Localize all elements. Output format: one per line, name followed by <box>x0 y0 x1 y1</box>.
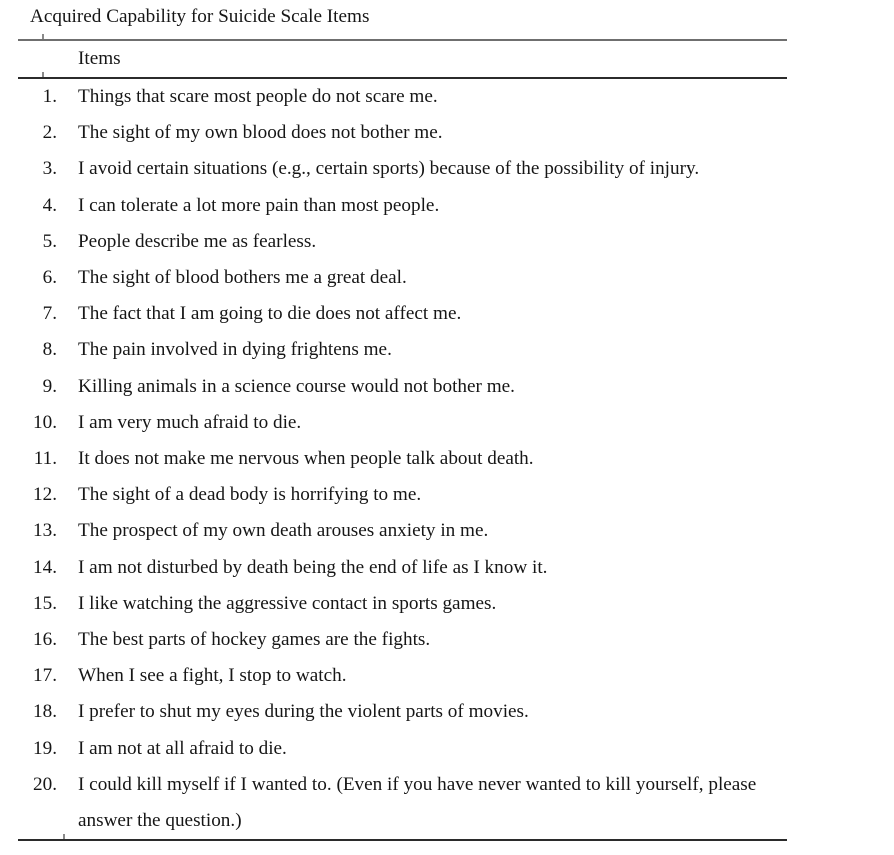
table-row <box>18 188 787 224</box>
item-number: 3. <box>42 158 57 180</box>
table-border-tick <box>63 834 65 839</box>
table-row <box>18 622 787 658</box>
item-number: 17. <box>33 665 57 687</box>
items-table <box>18 39 787 841</box>
item-number: 5. <box>42 230 57 252</box>
table-row <box>18 296 787 332</box>
table-row <box>18 224 787 260</box>
table-row <box>18 79 787 115</box>
table-row <box>18 586 787 622</box>
item-text: Things that scare most people do not scare me. <box>78 86 438 107</box>
item-number: 19. <box>33 737 57 759</box>
item-number: 13. <box>33 520 57 542</box>
item-number: 4. <box>42 194 57 216</box>
table-row <box>18 477 787 513</box>
item-number: 8. <box>42 339 57 361</box>
item-number: 1. <box>42 86 57 107</box>
table-border-tick <box>42 72 44 77</box>
item-text: I avoid certain situations (e.g., certain sports) because of the possibility of injury. <box>78 158 700 180</box>
item-text: I am not disturbed by death being the end of life as I know it. <box>78 556 548 578</box>
table-border-tick <box>42 34 44 39</box>
column-header-items: Items <box>78 48 121 69</box>
item-number: 7. <box>42 303 57 325</box>
table-row <box>18 694 787 730</box>
table-row <box>18 513 787 549</box>
item-text: The sight of my own blood does not bother me. <box>78 122 443 144</box>
item-number: 16. <box>33 629 57 651</box>
table-title: Acquired Capability for Suicide Scale Items <box>30 6 370 27</box>
item-text: The sight of a dead body is horrifying to me. <box>78 484 422 506</box>
table-row <box>18 332 787 368</box>
item-text: The sight of blood bothers me a great deal. <box>78 267 407 289</box>
item-number: 10. <box>33 411 57 433</box>
item-number: 14. <box>33 556 57 578</box>
item-text: I like watching the aggressive contact in sports games. <box>78 592 497 614</box>
table-row <box>18 767 787 839</box>
item-number: 6. <box>42 267 57 289</box>
item-number: 12. <box>33 484 57 506</box>
item-number: 15. <box>33 592 57 614</box>
table-row <box>18 151 787 187</box>
item-text: The prospect of my own death arouses anxiety in me. <box>78 520 489 542</box>
table-row <box>18 658 787 694</box>
item-number: 9. <box>42 375 57 397</box>
item-number: 11. <box>33 448 57 470</box>
items-list <box>18 79 787 841</box>
item-text: I am very much afraid to die. <box>78 411 302 433</box>
table-row <box>18 260 787 296</box>
item-text: People describe me as fearless. <box>78 230 317 252</box>
item-text: The fact that I am going to die does not affect me. <box>78 303 462 325</box>
item-text: I am not at all afraid to die. <box>78 737 287 759</box>
table-row <box>18 550 787 586</box>
item-text: I prefer to shut my eyes during the violent parts of movies. <box>78 701 529 723</box>
item-text: The best parts of hockey games are the fights. <box>78 629 431 651</box>
item-text: I can tolerate a lot more pain than most people. <box>78 194 440 216</box>
item-number: 18. <box>33 701 57 723</box>
item-text: When I see a fight, I stop to watch. <box>78 665 347 687</box>
item-number: 20. <box>33 773 57 795</box>
table-row <box>18 115 787 151</box>
item-text: It does not make me nervous when people talk about death. <box>78 448 534 470</box>
table-row <box>18 441 787 477</box>
item-text: The pain involved in dying frightens me. <box>78 339 392 361</box>
table-header-row <box>18 41 787 79</box>
item-text: I could kill myself if I wanted to. (Even if you have never wanted to kill yourself, please answer the question.) <box>78 773 757 832</box>
item-number: 2. <box>42 122 57 144</box>
table-row <box>18 405 787 441</box>
table-row <box>18 731 787 767</box>
table-row <box>18 369 787 405</box>
item-text: Killing animals in a science course would not bother me. <box>78 375 515 397</box>
